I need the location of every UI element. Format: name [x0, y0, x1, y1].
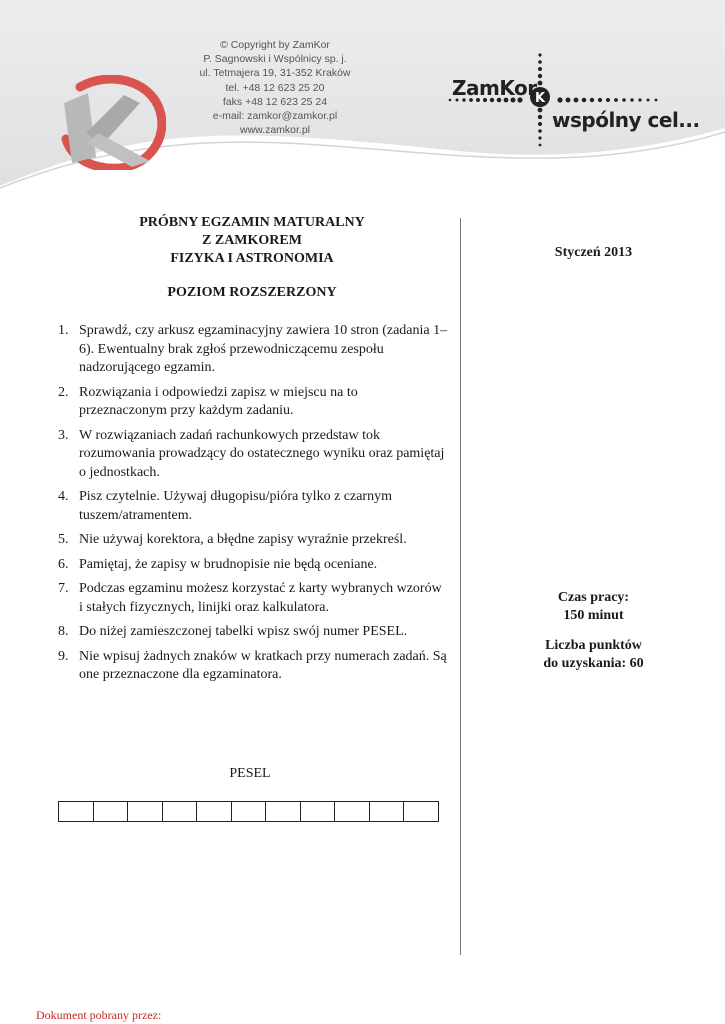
phone-line: tel. +48 12 623 25 20 — [225, 81, 325, 94]
instruction-text: Pisz czytelnie. Używaj długopisu/pióra tylko z czarnym tuszem/atramentem. — [79, 489, 392, 523]
instruction-number: 7. — [58, 581, 69, 596]
pesel-digit-cell[interactable] — [163, 801, 198, 822]
column-divider — [460, 218, 461, 955]
instruction-text: W rozwiązaniach zadań rachunkowych przedstaw tok rozumowania prowadzący do ostatecznego wyniku oraz pamiętaj o jednostkach. — [79, 427, 445, 480]
email-line: e-mail: zamkor@zamkor.pl — [212, 110, 338, 123]
website-line: www.zamkor.pl — [239, 124, 311, 137]
instruction-text: Nie używaj korektora, a błędne zapisy wyraźnie przekreśl. — [79, 532, 407, 547]
instruction-text: Rozwiązania i odpowiedzi zapisz w miejscu na to przeznaczonym przy każdym zadaniu. — [79, 384, 358, 418]
pesel-digit-cell[interactable] — [94, 801, 129, 822]
time-value: 150 minut — [563, 608, 624, 623]
instruction-item — [58, 488, 448, 525]
pesel-digit-cell[interactable] — [335, 801, 370, 822]
instruction-item — [58, 427, 448, 483]
instruction-text: Pamiętaj, że zapisy w brudnopisie nie będą oceniane. — [79, 556, 378, 572]
publisher-contact — [180, 38, 370, 137]
points-value: do uzyskania: 60 — [543, 656, 644, 671]
instruction-text: Podczas egzaminu możesz korzystać z karty wybranych wzorów i stałych fizycznych, linijki oraz kalkulatora. — [79, 581, 442, 615]
download-footer: Dokument pobrany przez: — [36, 1008, 162, 1022]
instruction-number: 3. — [58, 427, 69, 443]
pesel-digit-cell[interactable] — [404, 801, 439, 822]
brand-name: ZamKor — [452, 76, 537, 100]
pesel-digit-cell[interactable] — [197, 801, 232, 822]
address-line: ul. Tetmajera 19, 31-352 Kraków — [199, 67, 351, 80]
svg-text:K: K — [534, 91, 546, 106]
points-label: Liczba punktów — [545, 638, 642, 653]
instruction-item — [58, 580, 448, 617]
exam-subject: FIZYKA I ASTRONOMIA — [170, 251, 334, 266]
instruction-number: 9. — [58, 648, 69, 664]
pesel-digit-cell[interactable] — [370, 801, 405, 822]
fax-line: faks +48 12 623 25 24 — [222, 95, 328, 108]
time-label: Czas pracy: — [557, 590, 630, 605]
header-band — [0, 0, 725, 200]
pesel-grid[interactable] — [58, 801, 439, 822]
pesel-digit-cell[interactable] — [301, 801, 336, 822]
instruction-number: 1. — [58, 323, 69, 338]
instruction-number: 6. — [58, 556, 69, 572]
pesel-digit-cell[interactable] — [59, 801, 94, 822]
instruction-number: 4. — [58, 489, 69, 504]
instruction-text: Do niżej zamieszczonej tabelki wpisz swój numer PESEL. — [79, 624, 408, 639]
instruction-number: 2. — [58, 384, 69, 400]
instruction-item — [58, 648, 448, 685]
instruction-number: 5. — [58, 532, 69, 547]
instruction-item — [58, 623, 448, 642]
pesel-digit-cell[interactable] — [266, 801, 301, 822]
exam-level: POZIOM ROZSZERZONY — [167, 285, 337, 300]
zamkor-k-logo-icon — [58, 75, 166, 170]
brand-dots-decoration — [446, 50, 676, 150]
instruction-number: 8. — [58, 624, 69, 639]
pesel-label: PESEL — [229, 766, 271, 781]
instruction-item — [58, 384, 448, 421]
copyright-line: © Copyright by ZamKor — [220, 39, 330, 51]
pesel-digit-cell[interactable] — [128, 801, 163, 822]
instruction-text: Sprawdź, czy arkusz egzaminacyjny zawiera 10 stron (zadania 1–6). Ewentualny brak zgłoś przewodniczącemu zespołu nadzorującego egzamin. — [79, 323, 448, 375]
brand-slogan: wspólny cel... — [552, 108, 700, 132]
exam-title-block — [60, 214, 444, 302]
publisher-name-line: P. Sagnowski i Wspólnicy sp. j. — [203, 53, 347, 66]
instruction-item — [58, 322, 448, 378]
exam-title-line: PRÓBNY EGZAMIN MATURALNY — [139, 215, 365, 230]
instruction-text: Nie wpisuj żadnych znaków w kratkach przy numerach zadań. Są one przeznaczone dla egzaminatora. — [79, 648, 447, 682]
instruction-item — [58, 531, 448, 550]
exam-title-line: Z ZAMKOREM — [202, 233, 302, 248]
exam-date: Styczeń 2013 — [554, 245, 633, 260]
instruction-item — [58, 556, 448, 575]
instructions-list — [58, 322, 448, 691]
pesel-digit-cell[interactable] — [232, 801, 267, 822]
